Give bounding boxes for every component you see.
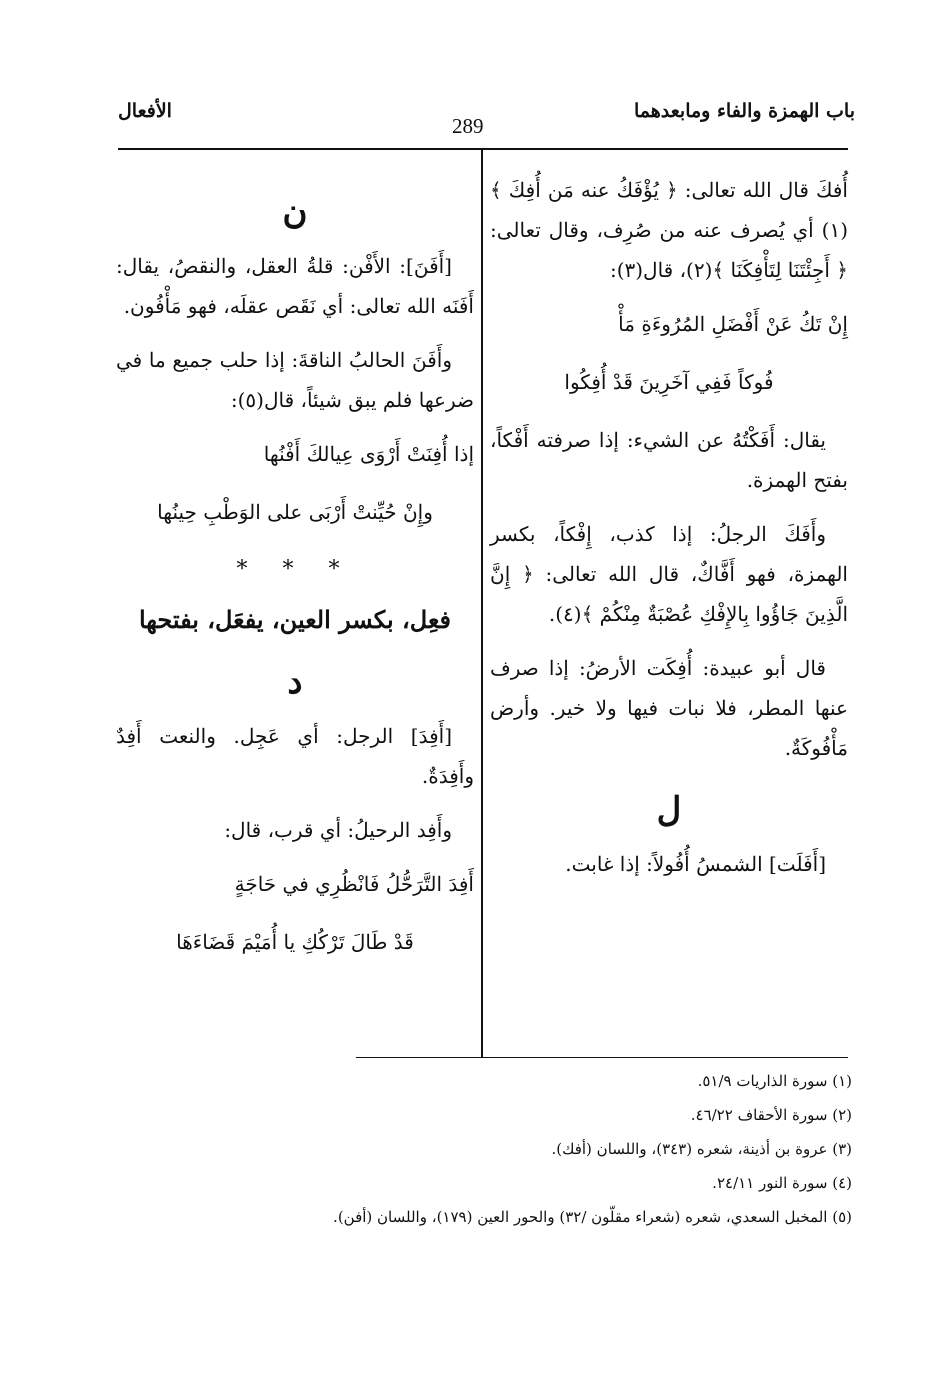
verse-line: وإِنْ حُيِّنتْ أَرْبَى على الوَطْبِ حِينُها [157, 500, 433, 524]
section-separator: * * * [236, 557, 354, 582]
left-column [116, 170, 474, 980]
footnote-item: (٤) سورة النور ٢٤/١١. [712, 1174, 852, 1192]
running-head-right: باب الهمزة والفاء ومابعدهما [634, 100, 855, 122]
running-head-left: الأفعال [118, 100, 172, 122]
footnote-item: (٣) عروة بن أذينة، شعره (٣٤٣)، واللسان (أفك). [551, 1140, 852, 1158]
entry-afalat: [أَفَلَت] الشمسُ أُفُولاً: إذا غابت. [565, 852, 826, 876]
entry-paragraph: يقال: أَفَكْتُهُ عن الشيء: إذا صرفته أَفْكاً، بفتح الهمزة. [490, 428, 848, 492]
footnotes [212, 1064, 852, 1234]
letter-heading: ن [282, 192, 308, 232]
header-rule [118, 148, 848, 150]
entry-afaka-intro: أُفكَ قال الله تعالى: ﴿ يُؤْفَكُ عنه مَن أُفِكَ ﴾(١) أي يُصرف عنه من صُرِف، وقال تعالى: ﴿ أَجِئْتَنَا لِتَأْفِكَنَا ﴾(٢)، قال(٣): [490, 178, 848, 282]
footnote-item: (١) سورة الذاريات ٥١/٩. [697, 1072, 852, 1090]
entry-paragraph: وأَفَكَ الرجلُ: إذا كذب، إِفْكاً، بكسر الهمزة، فهو أَفَّاكٌ، قال الله تعالى: ﴿ إِنَّ الَّذِينَ جَاؤُوا بِالإِفْكِ عُصْبَةٌ مِنْكُمْ ﴾(٤). [490, 522, 848, 626]
entry-paragraph: وأَفَنَ الحالبُ الناقةَ: إذا حلب جميع ما في ضرعها فلم يبق شيئاً، قال(٥): [116, 348, 474, 412]
entry-paragraph: وأَفِد الرحيلُ: أي قرب، قال: [224, 818, 452, 842]
verse-line: أَفِدَ التَّرَحُّلُ فَانْظُرِي في حَاجَةٍ [234, 872, 474, 896]
page-number: 289 [452, 114, 484, 138]
letter-heading: ل [656, 790, 682, 830]
footnote-item: (٥) المخبل السعدي، شعره (شعراء مقلّون /٣٢) والحور العين (١٧٩)، واللسان (أفن). [333, 1208, 852, 1226]
verse-line: إذا أُفِنَتْ أَرْوَى عِيالكَ أَفْنُها [263, 442, 474, 466]
entry-afida: [أَفِدَ] الرجل: أي عَجِل. والنعت أَفِدٌ وأَفِدَةٌ. [116, 724, 474, 788]
footnote-item: (٢) سورة الأحقاف ٤٦/٢٢. [690, 1106, 852, 1124]
verse-line: فُوكاً فَفِي آخَرِينَ قَدْ أُفِكُوا [564, 370, 774, 394]
verse-line: قَدْ طَالَ تَرْكُكِ يا أُمَيْمَ قَضَاءَهَا [176, 930, 414, 954]
entry-afana: [أَفَنَ]: الأَفْن: قلةُ العقل، والنقصُ، يقال: أَفَنَه الله تعالى: أي نَقَص عقلَه، فهو مَأْفُون. [116, 254, 474, 318]
entry-paragraph: قال أبو عبيدة: أُفِكَت الأرضُ: إذا صرف عنها المطر، فلا نبات فيها ولا خير. وأرض مَأْفُوكَةٌ. [490, 656, 848, 760]
letter-heading: د [287, 662, 303, 702]
footnote-rule [356, 1057, 848, 1058]
section-title: فعِل، بكسر العين، يفعَل، بفتحها [138, 605, 452, 634]
column-divider [481, 150, 483, 1058]
verse-line: إِنْ تَكُ عَنْ أَفْضَلِ المُرُوءَةِ مَأْ [618, 312, 848, 336]
right-column [490, 170, 848, 898]
